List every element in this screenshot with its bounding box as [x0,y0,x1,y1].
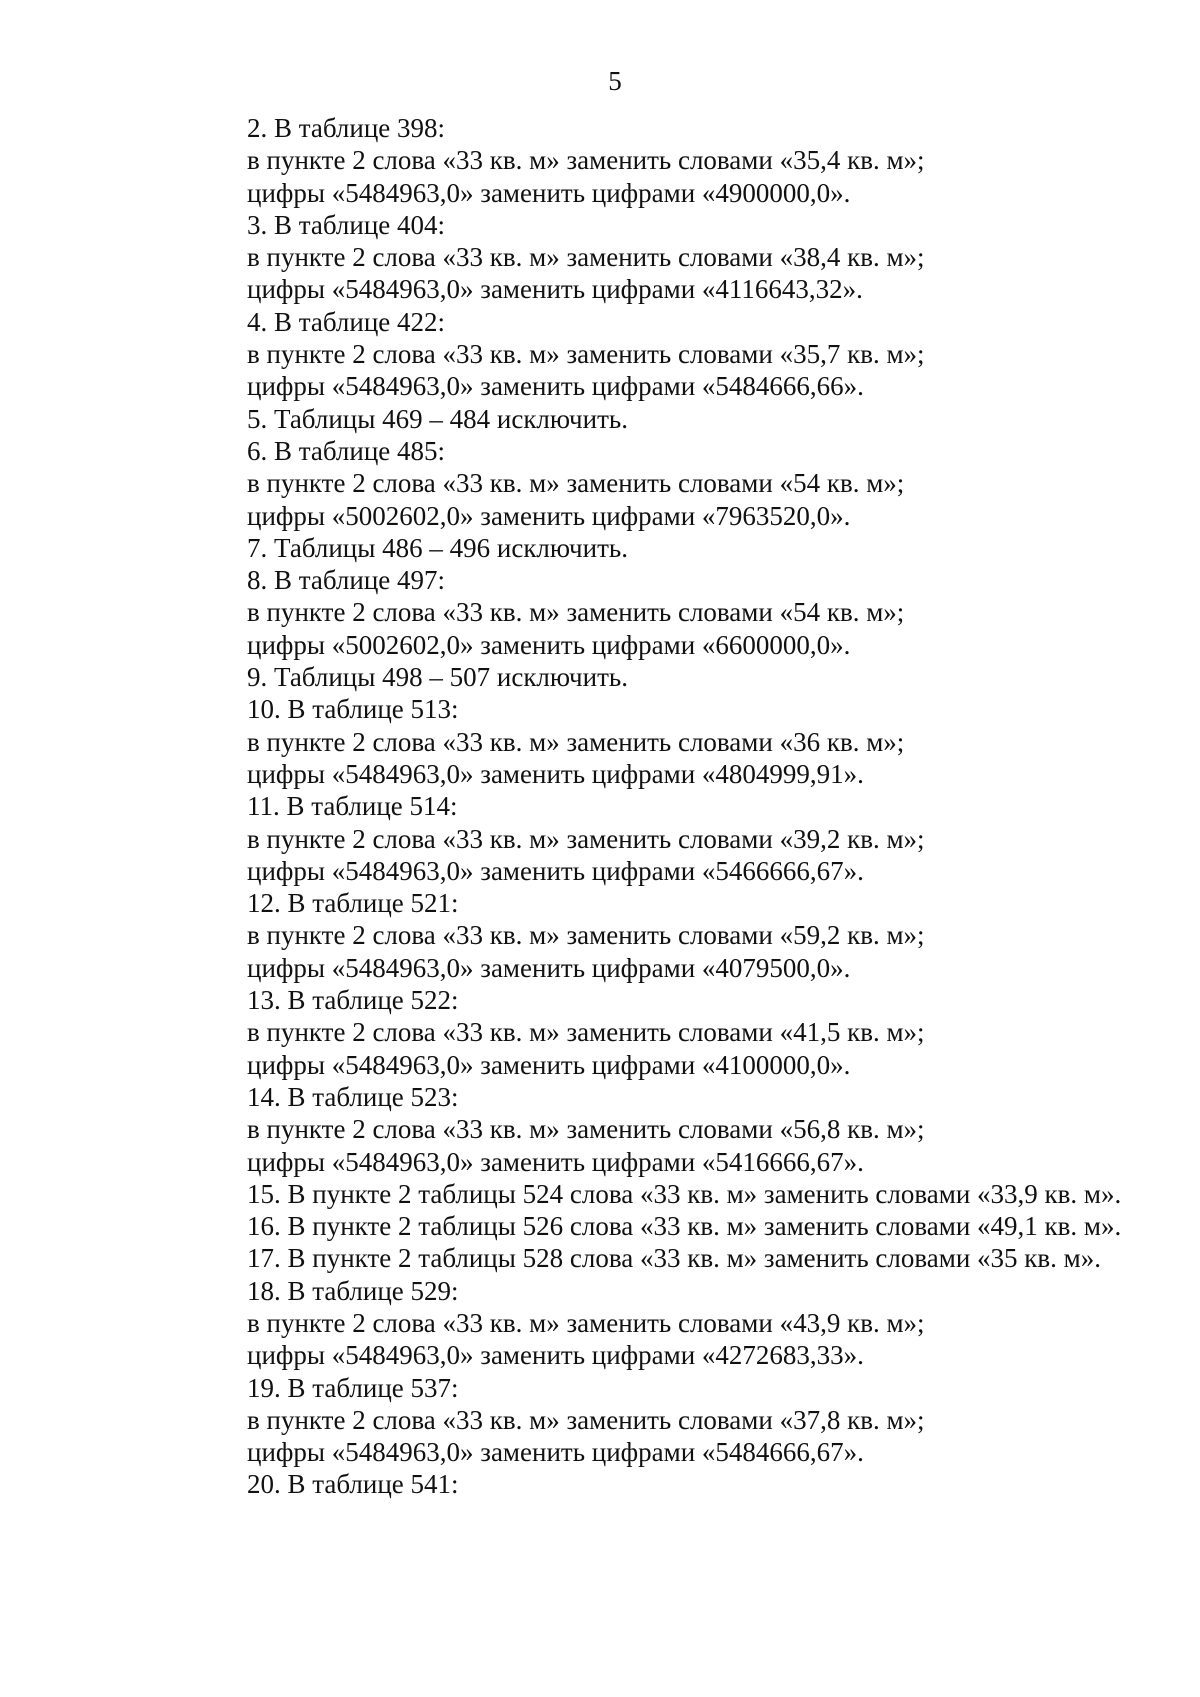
text-line: в пункте 2 слова «33 кв. м» заменить словами «54 кв. м»; [247,597,905,628]
text-line: в пункте 2 слова «33 кв. м» заменить словами «35,4 кв. м»; [247,145,925,176]
text-line: цифры «5484963,0» заменить цифрами «4900000,0». [247,177,851,208]
text-line: цифры «5484963,0» заменить цифрами «5466666,67». [247,855,864,886]
text-line: 2. В таблице 398: [247,113,446,143]
document-body [172,112,1144,1501]
text-line: 19. В таблице 537: [247,1372,459,1403]
page-number: 5 [608,66,622,96]
text-line: цифры «5002602,0» заменить цифрами «7963520,0». [247,500,851,531]
text-line: в пункте 2 слова «33 кв. м» заменить словами «41,5 кв. м»; [247,1017,925,1048]
text-line: 10. В таблице 513: [247,694,459,725]
text-line: в пункте 2 слова «33 кв. м» заменить словами «54 кв. м»; [247,468,905,499]
text-line: цифры «5484963,0» заменить цифрами «5484666,66». [247,371,864,402]
text-line: 13. В таблице 522: [247,985,459,1016]
text-line: в пункте 2 слова «33 кв. м» заменить словами «36 кв. м»; [247,726,905,757]
text-line: цифры «5484963,0» заменить цифрами «4804999,91». [247,758,864,789]
text-line: цифры «5484963,0» заменить цифрами «4100000,0». [247,1049,851,1080]
text-line: в пункте 2 слова «33 кв. м» заменить словами «43,9 кв. м»; [247,1307,925,1338]
text-line: 8. В таблице 497: [247,565,446,596]
text-line: цифры «5002602,0» заменить цифрами «6600000,0». [247,629,851,660]
text-line: 5. Таблицы 469 – 484 исключить. [247,403,628,434]
paragraph-item-15: 15. В пункте 2 таблицы 524 слова «33 кв. м» заменить словами «33,9 кв. м». [247,1178,1122,1209]
text-line: цифры «5484963,0» заменить цифрами «4272683,33». [247,1340,864,1371]
text-line: 11. В таблице 514: [247,791,458,822]
text-line: 12. В таблице 521: [247,888,459,919]
text-line: цифры «5484963,0» заменить цифрами «5484666,67». [247,1437,864,1468]
text-line: цифры «5484963,0» заменить цифрами «4116643,32». [247,274,863,305]
text-line: в пункте 2 слова «33 кв. м» заменить словами «56,8 кв. м»; [247,1114,925,1145]
text-line: 4. В таблице 422: [247,306,446,337]
text-line: 3. В таблице 404: [247,209,446,240]
text-line: цифры «5484963,0» заменить цифрами «4079500,0». [247,952,851,983]
text-line: в пункте 2 слова «33 кв. м» заменить словами «35,7 кв. м»; [247,339,925,370]
text-line: 14. В таблице 523: [247,1081,459,1112]
text-line: в пункте 2 слова «33 кв. м» заменить словами «39,2 кв. м»; [247,823,925,854]
text-line: в пункте 2 слова «33 кв. м» заменить словами «59,2 кв. м»; [247,920,925,951]
text-line: 18. В таблице 529: [247,1275,459,1306]
text-line: 9. Таблицы 498 – 507 исключить. [247,662,628,693]
text-line: в пункте 2 слова «33 кв. м» заменить словами «37,8 кв. м»; [247,1404,925,1435]
text-line: в пункте 2 слова «33 кв. м» заменить словами «38,4 кв. м»; [247,242,925,273]
text-line: цифры «5484963,0» заменить цифрами «5416666,67». [247,1146,864,1177]
paragraph-item-16: 16. В пункте 2 таблицы 526 слова «33 кв. м» заменить словами «49,1 кв. м». [247,1211,1122,1242]
text-line: 20. В таблице 541: [247,1469,459,1500]
text-line: 7. Таблицы 486 – 496 исключить. [247,532,628,563]
paragraph-item-17: 17. В пункте 2 таблицы 528 слова «33 кв. м» заменить словами «35 кв. м». [247,1243,1101,1274]
text-line: 6. В таблице 485: [247,435,446,466]
